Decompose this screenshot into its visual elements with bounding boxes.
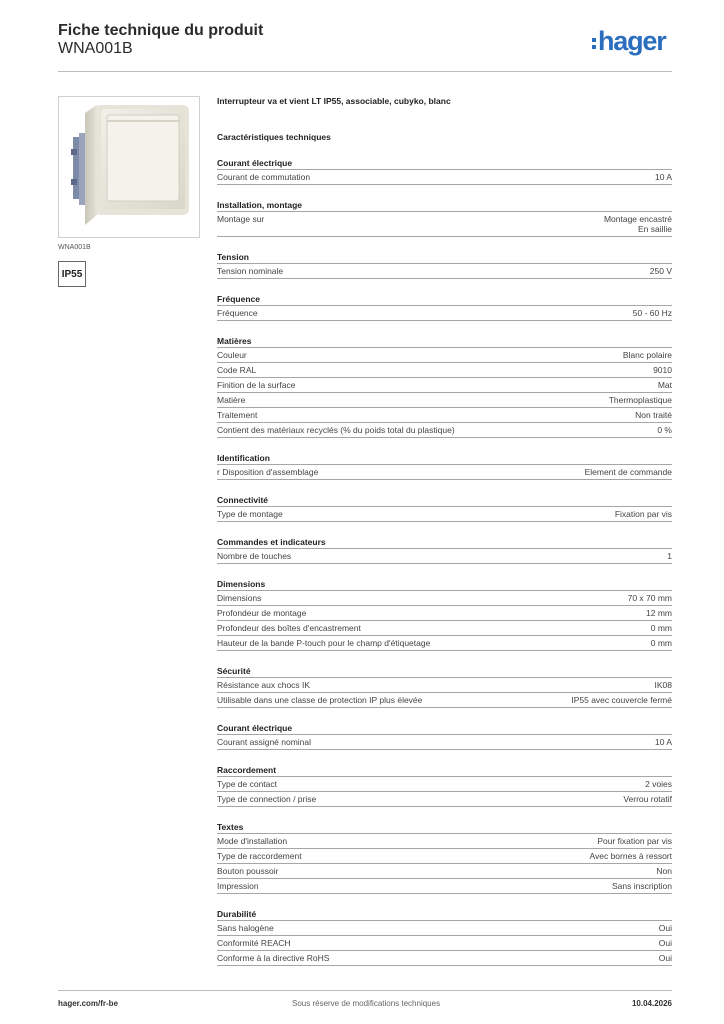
section-heading: Installation, montage [217, 200, 672, 212]
spec-label: Contient des matériaux recyclés (% du poids total du plastique) [217, 425, 455, 435]
spec-value [659, 938, 672, 948]
spec-section [217, 200, 672, 237]
spec-row [217, 879, 672, 894]
product-image [58, 96, 200, 238]
spec-row [217, 792, 672, 807]
footer-website: hager.com/fr-be [58, 999, 119, 1008]
spec-row [217, 306, 672, 321]
spec-label: Impression [217, 881, 259, 891]
spec-value [633, 308, 672, 318]
spec-value-line: 50 - 60 Hz [632, 308, 672, 318]
spec-value [623, 350, 672, 360]
footer-notice: Sous réserve de modifications techniques [292, 999, 441, 1008]
spec-value [650, 266, 672, 276]
spec-value [658, 380, 672, 390]
spec-label: Nombre de touches [217, 551, 292, 561]
spec-value [645, 779, 672, 789]
spec-value-line: Montage encastré [603, 214, 672, 224]
spec-label: Sans halogène [217, 923, 274, 933]
product-reference: WNA001B [58, 40, 133, 57]
spec-sections [217, 158, 672, 966]
product-switch-icon [59, 97, 199, 237]
spec-label: Profondeur des boîtes d'encastrement [217, 623, 361, 633]
spec-row [217, 393, 672, 408]
spec-row [217, 423, 672, 438]
section-heading: Matières [217, 336, 672, 348]
spec-value-line: 10 A [654, 172, 672, 182]
section-heading: Fréquence [217, 294, 672, 306]
spec-row [217, 348, 672, 363]
section-heading: Dimensions [217, 579, 672, 591]
spec-value-line: 250 V [649, 266, 672, 276]
spec-label: r Disposition d'assemblage [217, 467, 319, 477]
section-heading: Durabilité [217, 909, 672, 921]
spec-value-line: Pour fixation par vis [597, 836, 672, 846]
section-heading: Courant électrique [217, 158, 672, 170]
spec-label: Montage sur [217, 214, 265, 224]
spec-value [623, 794, 672, 804]
spec-section [217, 294, 672, 321]
spec-value-line: Fixation par vis [614, 509, 672, 519]
footer-divider [58, 990, 672, 991]
spec-value-line: 70 x 70 mm [627, 593, 672, 603]
spec-value-line: Verrou rotatif [623, 794, 672, 804]
product-description: Interrupteur va et vient LT IP55, associable, cubyko, blanc [217, 96, 451, 106]
spec-label: Conformité REACH [217, 938, 291, 948]
spec-value-line: 10 A [654, 737, 672, 747]
spec-value [653, 365, 672, 375]
ip-rating-badge: IP55 [58, 261, 86, 287]
spec-value-line: Avec bornes à ressort [589, 851, 672, 861]
spec-value-line: Non [656, 866, 672, 876]
spec-value [655, 172, 672, 182]
spec-label: Profondeur de montage [217, 608, 307, 618]
spec-label: Tension nominale [217, 266, 284, 276]
spec-value [635, 410, 672, 420]
spec-value [571, 695, 672, 705]
spec-section [217, 158, 672, 185]
spec-section [217, 909, 672, 966]
spec-label: Finition de la surface [217, 380, 296, 390]
spec-label: Courant assigné nominal [217, 737, 312, 747]
spec-value [585, 467, 672, 477]
spec-label: Type de connection / prise [217, 794, 317, 804]
spec-label: Type de raccordement [217, 851, 302, 861]
spec-section [217, 723, 672, 750]
section-heading: Connectivité [217, 495, 672, 507]
spec-value-line: 0 % [657, 425, 672, 435]
spec-row [217, 408, 672, 423]
spec-label: Type de contact [217, 779, 278, 789]
spec-row [217, 465, 672, 480]
spec-row [217, 378, 672, 393]
spec-label: Utilisable dans une classe de protection IP plus élevée [217, 695, 423, 705]
spec-label: Fréquence [217, 308, 258, 318]
logo-dots-icon [592, 38, 596, 49]
spec-value-line: En saillie [637, 224, 672, 234]
spec-value [615, 509, 672, 519]
spec-section [217, 666, 672, 708]
spec-row [217, 212, 672, 237]
spec-label: Hauteur de la bande P-touch pour le champ d'étiquetage [217, 638, 431, 648]
spec-row [217, 936, 672, 951]
spec-value-line: 0 mm [650, 623, 672, 633]
spec-section [217, 336, 672, 438]
spec-row [217, 264, 672, 279]
spec-label: Dimensions [217, 593, 262, 603]
spec-value-line: IP55 avec couvercle fermé [571, 695, 672, 705]
spec-value [651, 638, 672, 648]
spec-row [217, 921, 672, 936]
spec-value [597, 836, 672, 846]
section-heading: Courant électrique [217, 723, 672, 735]
spec-row [217, 693, 672, 708]
spec-value [655, 737, 672, 747]
spec-value [646, 608, 672, 618]
spec-value-line: Blanc polaire [622, 350, 672, 360]
spec-row [217, 507, 672, 522]
spec-row [217, 170, 672, 185]
spec-label: Matière [217, 395, 246, 405]
spec-label: Code RAL [217, 365, 257, 375]
spec-row [217, 621, 672, 636]
spec-value [609, 395, 672, 405]
spec-value-line: 9010 [653, 365, 672, 375]
spec-value-line: Mat [657, 380, 672, 390]
spec-value-line: 2 voies [645, 779, 672, 789]
spec-row [217, 606, 672, 621]
spec-section [217, 765, 672, 807]
section-heading: Tension [217, 252, 672, 264]
section-heading: Sécurité [217, 666, 672, 678]
spec-value-line: IK08 [654, 680, 672, 690]
spec-value-line: Oui [658, 923, 672, 933]
spec-row [217, 951, 672, 966]
spec-label: Mode d'installation [217, 836, 288, 846]
spec-value-line: Oui [658, 938, 672, 948]
spec-value [651, 623, 672, 633]
logo-text: hager [598, 25, 666, 56]
spec-label: Type de montage [217, 509, 283, 519]
spec-value [659, 953, 672, 963]
spec-row [217, 591, 672, 606]
spec-value-line: Element de commande [584, 467, 672, 477]
hager-logo [592, 26, 666, 56]
spec-value-line: Sans inscription [611, 881, 672, 891]
spec-section [217, 453, 672, 480]
spec-row [217, 864, 672, 879]
spec-row [217, 735, 672, 750]
spec-value [628, 593, 672, 603]
spec-label: Conforme à la directive RoHS [217, 953, 330, 963]
spec-row [217, 636, 672, 651]
spec-row [217, 549, 672, 564]
spec-label: Courant de commutation [217, 172, 311, 182]
spec-value-line: Non traité [635, 410, 672, 420]
spec-value-line: Thermoplastique [608, 395, 672, 405]
section-heading: Textes [217, 822, 672, 834]
spec-label: Bouton poussoir [217, 866, 279, 876]
spec-value [604, 214, 672, 234]
spec-section [217, 537, 672, 564]
section-heading: Raccordement [217, 765, 672, 777]
spec-row [217, 849, 672, 864]
spec-section [217, 495, 672, 522]
spec-value [656, 866, 672, 876]
spec-value [667, 551, 672, 561]
spec-section [217, 579, 672, 651]
spec-value-line: 0 mm [650, 638, 672, 648]
spec-value-line: 12 mm [646, 608, 672, 618]
spec-sheet [217, 96, 672, 966]
spec-row [217, 363, 672, 378]
spec-label: Traitement [217, 410, 258, 420]
footer-date: 10.04.2026 [631, 999, 672, 1008]
spec-value [655, 680, 673, 690]
spec-value [659, 923, 672, 933]
spec-section [217, 822, 672, 894]
section-heading: Identification [217, 453, 672, 465]
specs-subtitle: Caractéristiques techniques [217, 132, 331, 142]
spec-label: Couleur [217, 350, 247, 360]
spec-value [657, 425, 672, 435]
spec-value-line: Oui [658, 953, 672, 963]
spec-row [217, 777, 672, 792]
section-heading: Commandes et indicateurs [217, 537, 672, 549]
spec-value [612, 881, 672, 891]
product-image-label: WNA001B [58, 244, 91, 251]
spec-value [589, 851, 672, 861]
header-divider [58, 71, 672, 72]
spec-row [217, 678, 672, 693]
spec-label: Résistance aux chocs IK [217, 680, 311, 690]
spec-value-line: 1 [667, 551, 672, 561]
spec-row [217, 834, 672, 849]
page-title: Fiche technique du produit [58, 22, 264, 39]
spec-section [217, 252, 672, 279]
